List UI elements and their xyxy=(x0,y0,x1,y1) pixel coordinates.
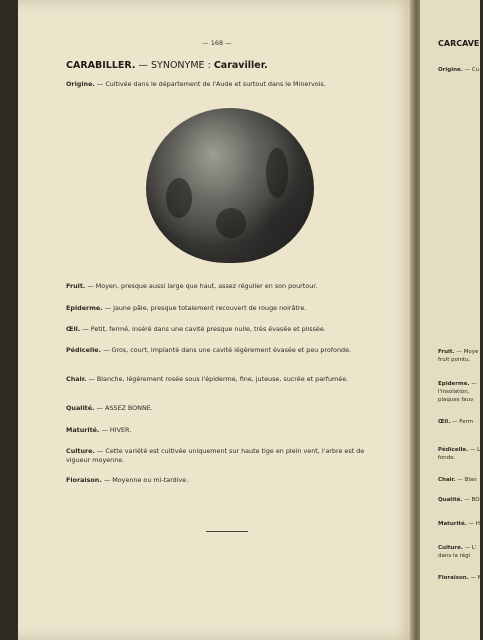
entry-label: Origine. xyxy=(66,80,95,88)
entry-pedicelle xyxy=(66,346,384,355)
entry-culture xyxy=(66,447,384,466)
entry-text: — Cette variété est cultivée uniquement sur haute tige en plein vent, l'arbre est de vigueur moyenne. xyxy=(66,447,365,465)
entry-label: Epiderme. xyxy=(66,304,103,312)
entry-fruit xyxy=(66,282,384,291)
right-line: fonde. xyxy=(438,455,456,461)
right-line: Maturité. — H xyxy=(438,521,480,527)
right-line: Epiderme. — xyxy=(438,381,477,387)
variety-name: CARABILLER. xyxy=(66,60,136,71)
right-line: l'insolation, xyxy=(438,389,470,395)
apple-illustration xyxy=(146,108,314,263)
entry-label: Œil. xyxy=(66,325,81,333)
entry-label: Qualité. xyxy=(66,404,95,412)
right-line: fruit pointu. xyxy=(438,357,471,363)
left-page xyxy=(18,0,416,640)
entry-text: — HIVER. xyxy=(99,426,132,434)
entry-text: — ASSEZ BONNE. xyxy=(94,404,153,412)
entry-origine xyxy=(66,80,384,89)
right-line: Fruit. — Moye xyxy=(438,349,479,355)
entry-chair xyxy=(66,375,384,384)
entry-label: Fruit. xyxy=(66,282,86,290)
right-line: Pédicelle. — L xyxy=(438,447,481,453)
entry-label: Maturité. xyxy=(66,426,100,434)
entry-text: — Moyenne ou mi-tardive. xyxy=(101,476,189,484)
right-page-title: CARCAVE xyxy=(438,39,480,48)
entry-label: Floraison. xyxy=(66,476,102,484)
entry-text: — Petit, fermé, inséré dans une cavité presque nulle, très évasée et plissée. xyxy=(80,325,326,333)
variety-title xyxy=(66,60,268,71)
page-number: — 168 — xyxy=(202,39,232,47)
right-line: Origine. — Cu xyxy=(438,67,480,73)
synonym-label: — SYNONYME : xyxy=(138,60,211,71)
entry-maturite xyxy=(66,426,384,435)
right-line: Culture. — L' xyxy=(438,545,477,551)
entry-qualite xyxy=(66,404,384,413)
entry-label: Chair. xyxy=(66,375,87,383)
right-line: dans la régi xyxy=(438,553,471,559)
right-page xyxy=(420,0,483,640)
right-line: Œil. — Ferm xyxy=(438,419,474,425)
entry-floraison xyxy=(66,476,384,485)
right-line: Floraison. — M xyxy=(438,575,483,581)
entry-label: Culture. xyxy=(66,447,95,455)
entry-epiderme xyxy=(66,304,384,313)
entry-oeil xyxy=(66,325,384,334)
entry-text: — Moyen, presque aussi large que haut, assez régulier en son pourtour. xyxy=(85,282,318,290)
synonym-name: Caraviller. xyxy=(213,60,268,71)
entry-label: Pédicelle. xyxy=(66,346,102,354)
right-line: Qualité. — BO xyxy=(438,497,480,503)
end-rule xyxy=(206,531,248,532)
entry-text: — Gros, court, implanté dans une cavité légèrement évasée et peu profonde. xyxy=(101,346,352,354)
entry-text: — Jaune pâle, presque totalement recouvert de rouge noirâtre. xyxy=(102,304,307,312)
right-line: Chair. — Blan xyxy=(438,477,477,483)
right-line: plaques fauv xyxy=(438,397,474,403)
entry-text: — Cultivée dans le département de l'Aude et surtout dans le Minervois. xyxy=(94,80,326,88)
entry-text: — Blanche, légèrement rosée sous l'épiderme, fine, juteuse, sucrée et parfumée. xyxy=(86,375,349,383)
